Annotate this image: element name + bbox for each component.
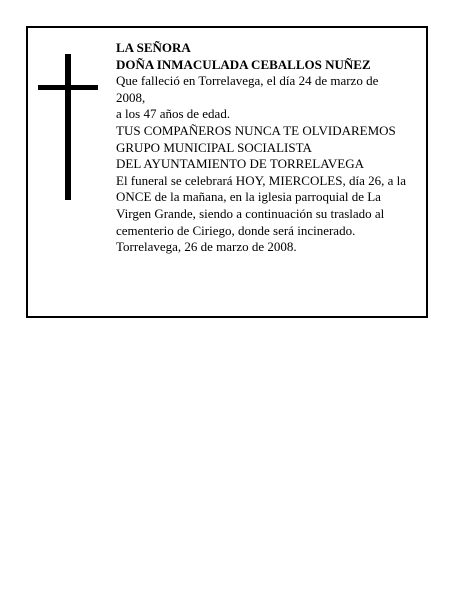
council-name: DEL AYUNTAMIENTO DE TORRELAVEGA [116, 156, 365, 172]
cross-horizontal-bar [38, 85, 98, 90]
funeral-line-4: cementerio de Ciriego, donde será incinerado. [116, 222, 356, 238]
death-line-2: 2008, [116, 89, 146, 105]
notice-title: LA SEÑORA [116, 40, 191, 55]
notice-body [116, 40, 420, 256]
obituary-notice [26, 26, 428, 318]
death-line-1: Que falleció en Torrelavega, el día 24 de marzo de [116, 73, 379, 89]
age-line: a los 47 años de edad. [116, 106, 231, 122]
tribute-message: TUS COMPAÑEROS NUNCA TE OLVIDAREMOS [116, 122, 396, 138]
group-name: GRUPO MUNICIPAL SOCIALISTA [116, 139, 312, 155]
funeral-line-2: ONCE de la mañana, en la iglesia parroquial de La [116, 189, 381, 205]
place-date: Torrelavega, 26 de marzo de 2008. [116, 239, 297, 255]
deceased-name: DOÑA INMACULADA CEBALLOS NUÑEZ [116, 56, 371, 72]
funeral-line-3: Virgen Grande, siendo a continuación su traslado al [116, 205, 385, 221]
cross-vertical-bar [65, 54, 71, 200]
funeral-line-1: El funeral se celebrará HOY, MIERCOLES, día 26, a la [116, 172, 407, 188]
latin-cross-icon [38, 54, 98, 200]
